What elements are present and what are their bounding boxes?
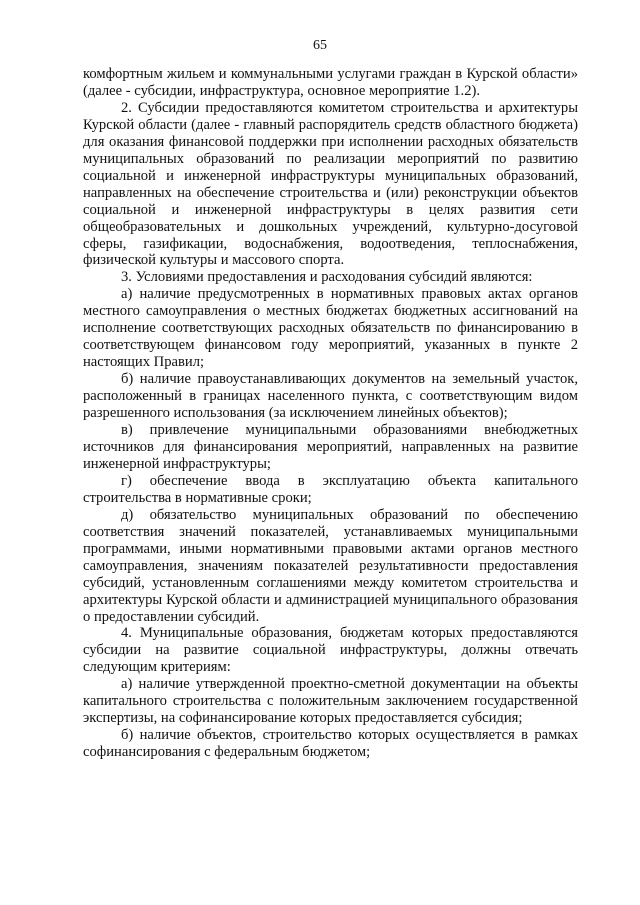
page-number: 65 (313, 38, 327, 53)
paragraph-3d: д) обязательство муниципальных образований по обеспечению соответствия значений показателей, устанавливаемых муниципальными программами, иными нормативными правовыми актами органов местного самоуправления, значениям показателей результативности предоставления субсидий, установленным соглашениями между комитетом строительства и архитектуры Курской области и администрацией муниципального образования о предоставлении субсидий. (83, 506, 578, 625)
document-body (83, 66, 578, 761)
paragraph-3g: г) обеспечение ввода в эксплуатацию объекта капитального строительства в нормативные сроки; (83, 472, 578, 506)
paragraph-3a: а) наличие предусмотренных в нормативных правовых актах органов местного самоуправления о местных бюджетах бюджетных ассигнований на исполнение соответствующих расходных обязательств по финансированию в соответствующем финансовом году мероприятий, указанных в пункте 2 настоящих Правил; (83, 286, 578, 371)
paragraph-4a: а) наличие утвержденной проектно-сметной документации на объекты капитального строительства с положительным заключением государственной экспертизы, на софинансирование которых предоставляется субсидия; (83, 676, 578, 727)
paragraph-3b: б) наличие правоустанавливающих документов на земельный участок, расположенный в границах населенного пункта, с соответствующим видом разрешенного использования (за исключением линейных объектов); (83, 371, 578, 422)
paragraph-continuation: комфортным жильем и коммунальными услугами граждан в Курской области» (далее - субсидии, инфраструктура, основное мероприятие 1.2). (83, 66, 578, 99)
paragraph-3v: в) привлечение муниципальными образованиями внебюджетных источников для финансирования мероприятий, направленных на развитие инженерной инфраструктуры; (83, 422, 578, 472)
paragraph-item-2: 2. Субсидии предоставляются комитетом строительства и архитектуры Курской области (далее - главный распорядитель средств областного бюджета) для оказания финансовой поддержки при исполнении расходных обязательств муниципальных образований по реализации мероприятий по развитию социальной и инженерной инфраструктуры муниципальных образований, направленных на обеспечение строительства и (или) реконструкции объектов социальной и инженерной инфраструктуры в целях развития сети общеобразовательных и дошкольных учреждений, культурно-досуговой сферы, газификации, водоснабжения, водоотведения, теплоснабжения, физической культуры и массового спорта. (83, 99, 578, 269)
paragraph-item-3: 3. Условиями предоставления и расходования субсидий являются: (121, 269, 533, 286)
paragraph-item-4: 4. Муниципальные образования, бюджетам которых предоставляются субсидии на развитие социальной инфраструктуры, должны отвечать следующим критериям: (83, 625, 578, 676)
paragraph-4b: б) наличие объектов, строительство которых осуществляется в рамках софинансирования с федеральным бюджетом; (83, 727, 578, 761)
